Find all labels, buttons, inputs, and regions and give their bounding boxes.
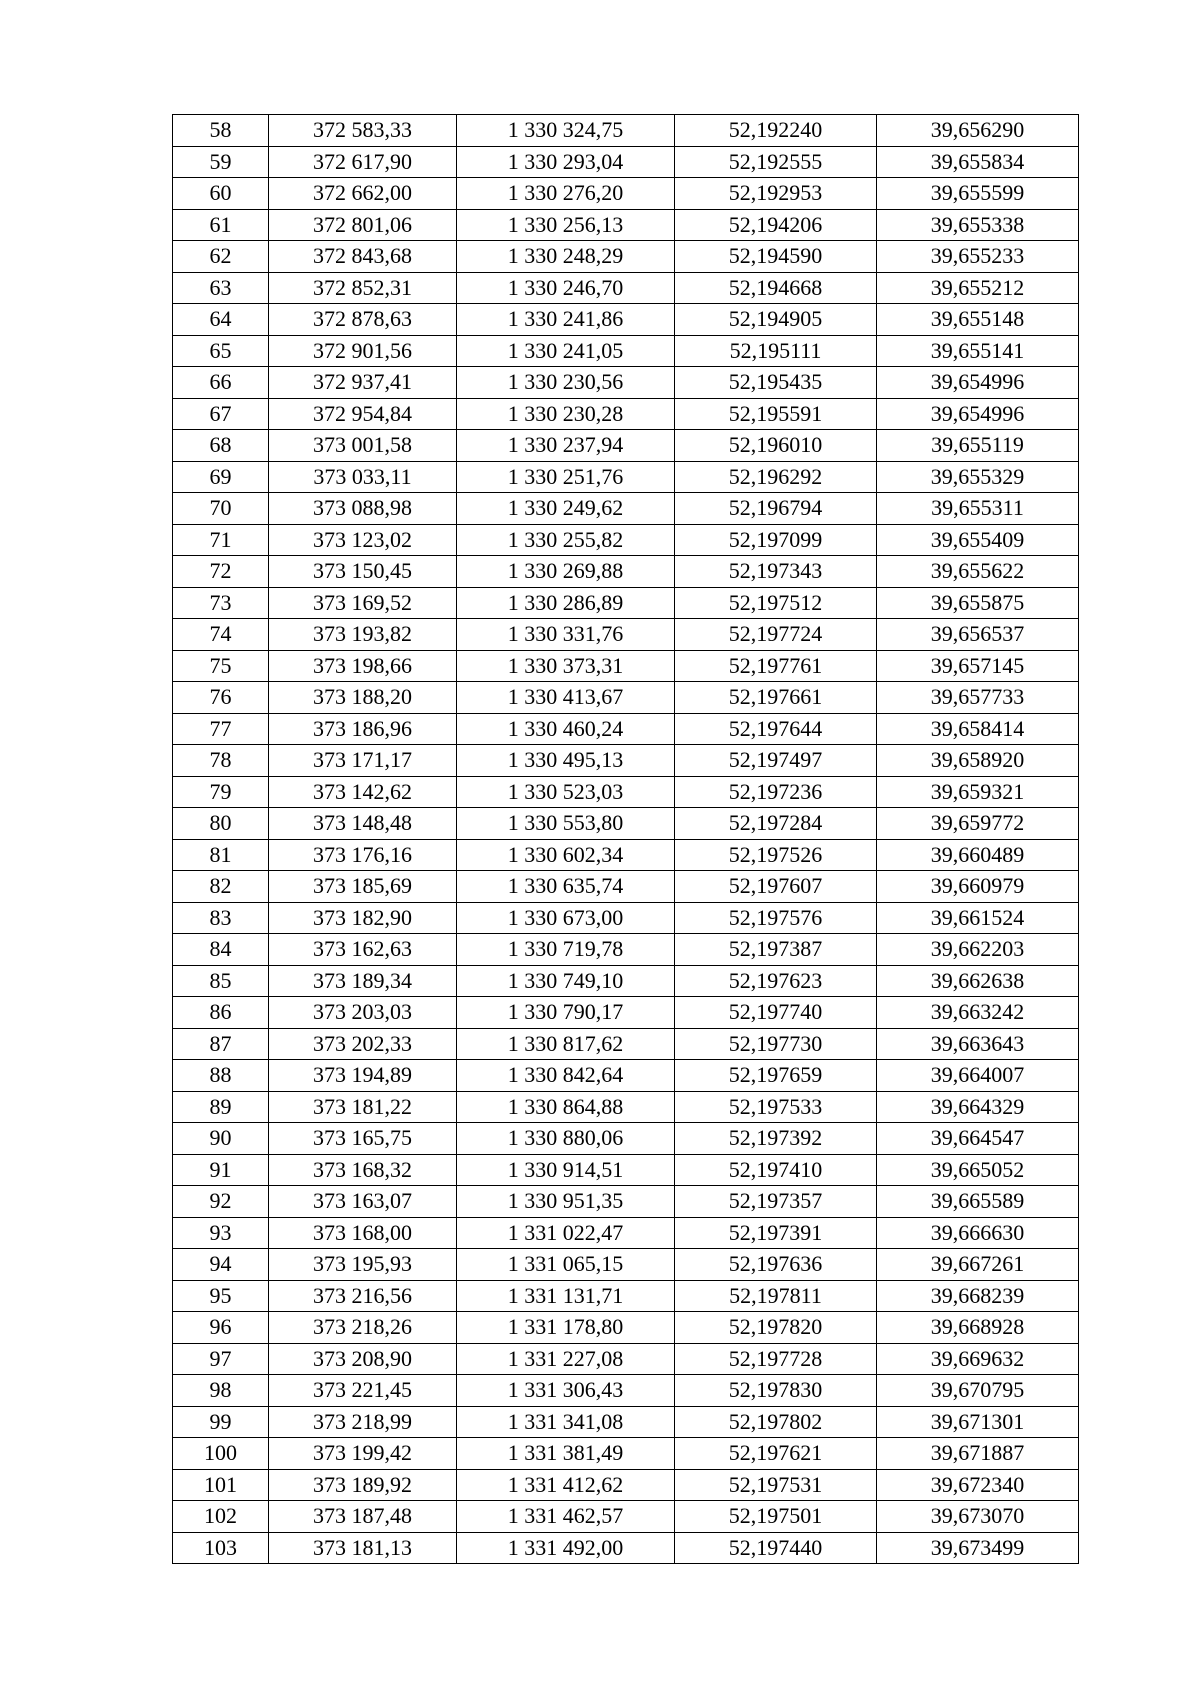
point-number-cell: 71 [173,524,269,556]
point-number-cell: 70 [173,493,269,525]
latitude-cell: 52,192953 [675,178,877,210]
x-coordinate-cell: 373 221,45 [269,1375,457,1407]
point-number-cell: 82 [173,871,269,903]
table-row [173,272,1079,304]
y-coordinate-cell: 1 330 495,13 [457,745,675,777]
longitude-cell: 39,658920 [877,745,1079,777]
table-row [173,682,1079,714]
table-row [173,1501,1079,1533]
y-coordinate-cell: 1 331 065,15 [457,1249,675,1281]
point-number-cell: 89 [173,1091,269,1123]
y-coordinate-cell: 1 330 249,62 [457,493,675,525]
table-row [173,1091,1079,1123]
point-number-cell: 69 [173,461,269,493]
y-coordinate-cell: 1 330 914,51 [457,1154,675,1186]
x-coordinate-cell: 373 181,13 [269,1532,457,1564]
longitude-cell: 39,672340 [877,1469,1079,1501]
point-number-cell: 77 [173,713,269,745]
x-coordinate-cell: 373 088,98 [269,493,457,525]
point-number-cell: 81 [173,839,269,871]
latitude-cell: 52,195591 [675,398,877,430]
x-coordinate-cell: 372 852,31 [269,272,457,304]
point-number-cell: 80 [173,808,269,840]
latitude-cell: 52,197576 [675,902,877,934]
x-coordinate-cell: 372 801,06 [269,209,457,241]
longitude-cell: 39,668239 [877,1280,1079,1312]
longitude-cell: 39,671887 [877,1438,1079,1470]
longitude-cell: 39,669632 [877,1343,1079,1375]
y-coordinate-cell: 1 331 412,62 [457,1469,675,1501]
x-coordinate-cell: 373 198,66 [269,650,457,682]
longitude-cell: 39,654996 [877,367,1079,399]
point-number-cell: 96 [173,1312,269,1344]
table-row [173,1060,1079,1092]
longitude-cell: 39,656290 [877,115,1079,147]
latitude-cell: 52,194590 [675,241,877,273]
table-row [173,209,1079,241]
x-coordinate-cell: 373 123,02 [269,524,457,556]
point-number-cell: 99 [173,1406,269,1438]
longitude-cell: 39,655148 [877,304,1079,336]
table-row [173,997,1079,1029]
point-number-cell: 76 [173,682,269,714]
table-row [173,934,1079,966]
x-coordinate-cell: 373 168,00 [269,1217,457,1249]
point-number-cell: 59 [173,146,269,178]
latitude-cell: 52,194206 [675,209,877,241]
longitude-cell: 39,659772 [877,808,1079,840]
y-coordinate-cell: 1 331 227,08 [457,1343,675,1375]
longitude-cell: 39,655141 [877,335,1079,367]
point-number-cell: 102 [173,1501,269,1533]
longitude-cell: 39,673070 [877,1501,1079,1533]
point-number-cell: 103 [173,1532,269,1564]
latitude-cell: 52,197623 [675,965,877,997]
y-coordinate-cell: 1 330 523,03 [457,776,675,808]
y-coordinate-cell: 1 331 492,00 [457,1532,675,1564]
latitude-cell: 52,194668 [675,272,877,304]
x-coordinate-cell: 373 218,26 [269,1312,457,1344]
point-number-cell: 92 [173,1186,269,1218]
longitude-cell: 39,663242 [877,997,1079,1029]
longitude-cell: 39,655311 [877,493,1079,525]
point-number-cell: 65 [173,335,269,367]
table-row [173,808,1079,840]
y-coordinate-cell: 1 331 178,80 [457,1312,675,1344]
point-number-cell: 73 [173,587,269,619]
x-coordinate-cell: 372 662,00 [269,178,457,210]
x-coordinate-cell: 373 188,20 [269,682,457,714]
x-coordinate-cell: 373 202,33 [269,1028,457,1060]
point-number-cell: 97 [173,1343,269,1375]
x-coordinate-cell: 373 186,96 [269,713,457,745]
table-row [173,430,1079,462]
latitude-cell: 52,194905 [675,304,877,336]
y-coordinate-cell: 1 330 230,28 [457,398,675,430]
point-number-cell: 86 [173,997,269,1029]
x-coordinate-cell: 372 583,33 [269,115,457,147]
y-coordinate-cell: 1 331 462,57 [457,1501,675,1533]
point-number-cell: 85 [173,965,269,997]
table-row [173,1186,1079,1218]
table-row [173,587,1079,619]
latitude-cell: 52,197512 [675,587,877,619]
longitude-cell: 39,655338 [877,209,1079,241]
table-row [173,1217,1079,1249]
x-coordinate-cell: 373 168,32 [269,1154,457,1186]
table-row [173,1249,1079,1281]
point-number-cell: 83 [173,902,269,934]
longitude-cell: 39,668928 [877,1312,1079,1344]
longitude-cell: 39,655409 [877,524,1079,556]
y-coordinate-cell: 1 330 276,20 [457,178,675,210]
table-row [173,461,1079,493]
point-number-cell: 84 [173,934,269,966]
longitude-cell: 39,664007 [877,1060,1079,1092]
point-number-cell: 88 [173,1060,269,1092]
y-coordinate-cell: 1 330 673,00 [457,902,675,934]
point-number-cell: 101 [173,1469,269,1501]
point-number-cell: 58 [173,115,269,147]
coordinates-table-body [173,115,1079,1564]
table-row [173,304,1079,336]
x-coordinate-cell: 373 148,48 [269,808,457,840]
table-row [173,745,1079,777]
table-row [173,1343,1079,1375]
y-coordinate-cell: 1 330 373,31 [457,650,675,682]
longitude-cell: 39,655329 [877,461,1079,493]
longitude-cell: 39,665052 [877,1154,1079,1186]
y-coordinate-cell: 1 330 413,67 [457,682,675,714]
y-coordinate-cell: 1 330 256,13 [457,209,675,241]
point-number-cell: 61 [173,209,269,241]
point-number-cell: 64 [173,304,269,336]
x-coordinate-cell: 373 142,62 [269,776,457,808]
longitude-cell: 39,655599 [877,178,1079,210]
table-row [173,1406,1079,1438]
longitude-cell: 39,655875 [877,587,1079,619]
x-coordinate-cell: 373 199,42 [269,1438,457,1470]
x-coordinate-cell: 373 216,56 [269,1280,457,1312]
x-coordinate-cell: 372 617,90 [269,146,457,178]
y-coordinate-cell: 1 330 324,75 [457,115,675,147]
longitude-cell: 39,662638 [877,965,1079,997]
x-coordinate-cell: 372 878,63 [269,304,457,336]
point-number-cell: 93 [173,1217,269,1249]
y-coordinate-cell: 1 330 602,34 [457,839,675,871]
point-number-cell: 79 [173,776,269,808]
x-coordinate-cell: 373 171,17 [269,745,457,777]
point-number-cell: 78 [173,745,269,777]
table-row [173,1375,1079,1407]
x-coordinate-cell: 373 208,90 [269,1343,457,1375]
point-number-cell: 94 [173,1249,269,1281]
longitude-cell: 39,659321 [877,776,1079,808]
x-coordinate-cell: 373 001,58 [269,430,457,462]
latitude-cell: 52,197392 [675,1123,877,1155]
y-coordinate-cell: 1 331 306,43 [457,1375,675,1407]
longitude-cell: 39,660979 [877,871,1079,903]
table-row [173,1469,1079,1501]
y-coordinate-cell: 1 330 719,78 [457,934,675,966]
table-row [173,713,1079,745]
latitude-cell: 52,197343 [675,556,877,588]
point-number-cell: 67 [173,398,269,430]
y-coordinate-cell: 1 330 460,24 [457,713,675,745]
latitude-cell: 52,197497 [675,745,877,777]
longitude-cell: 39,655233 [877,241,1079,273]
point-number-cell: 74 [173,619,269,651]
latitude-cell: 52,195111 [675,335,877,367]
longitude-cell: 39,665589 [877,1186,1079,1218]
latitude-cell: 52,197440 [675,1532,877,1564]
point-number-cell: 66 [173,367,269,399]
table-row [173,178,1079,210]
x-coordinate-cell: 373 185,69 [269,871,457,903]
longitude-cell: 39,655834 [877,146,1079,178]
table-row [173,115,1079,147]
latitude-cell: 52,197802 [675,1406,877,1438]
latitude-cell: 52,197636 [675,1249,877,1281]
y-coordinate-cell: 1 330 237,94 [457,430,675,462]
table-row [173,1312,1079,1344]
x-coordinate-cell: 373 162,63 [269,934,457,966]
longitude-cell: 39,662203 [877,934,1079,966]
point-number-cell: 91 [173,1154,269,1186]
table-row [173,241,1079,273]
latitude-cell: 52,197099 [675,524,877,556]
y-coordinate-cell: 1 330 817,62 [457,1028,675,1060]
x-coordinate-cell: 373 189,92 [269,1469,457,1501]
point-number-cell: 95 [173,1280,269,1312]
x-coordinate-cell: 373 194,89 [269,1060,457,1092]
latitude-cell: 52,197830 [675,1375,877,1407]
table-row [173,776,1079,808]
y-coordinate-cell: 1 330 842,64 [457,1060,675,1092]
longitude-cell: 39,657733 [877,682,1079,714]
latitude-cell: 52,197761 [675,650,877,682]
latitude-cell: 52,197728 [675,1343,877,1375]
table-row [173,556,1079,588]
x-coordinate-cell: 373 163,07 [269,1186,457,1218]
latitude-cell: 52,197236 [675,776,877,808]
table-row [173,367,1079,399]
x-coordinate-cell: 373 176,16 [269,839,457,871]
table-row [173,619,1079,651]
longitude-cell: 39,655622 [877,556,1079,588]
y-coordinate-cell: 1 330 251,76 [457,461,675,493]
table-row [173,398,1079,430]
latitude-cell: 52,197724 [675,619,877,651]
x-coordinate-cell: 373 187,48 [269,1501,457,1533]
y-coordinate-cell: 1 330 864,88 [457,1091,675,1123]
x-coordinate-cell: 373 033,11 [269,461,457,493]
y-coordinate-cell: 1 330 331,76 [457,619,675,651]
longitude-cell: 39,671301 [877,1406,1079,1438]
table-row [173,1154,1079,1186]
table-row [173,146,1079,178]
latitude-cell: 52,197661 [675,682,877,714]
longitude-cell: 39,655212 [877,272,1079,304]
table-row [173,1123,1079,1155]
longitude-cell: 39,670795 [877,1375,1079,1407]
point-number-cell: 75 [173,650,269,682]
latitude-cell: 52,197607 [675,871,877,903]
y-coordinate-cell: 1 330 880,06 [457,1123,675,1155]
longitude-cell: 39,655119 [877,430,1079,462]
table-row [173,965,1079,997]
latitude-cell: 52,197284 [675,808,877,840]
latitude-cell: 52,197501 [675,1501,877,1533]
point-number-cell: 87 [173,1028,269,1060]
y-coordinate-cell: 1 330 246,70 [457,272,675,304]
latitude-cell: 52,196292 [675,461,877,493]
latitude-cell: 52,197820 [675,1312,877,1344]
latitude-cell: 52,192240 [675,115,877,147]
y-coordinate-cell: 1 331 131,71 [457,1280,675,1312]
table-row [173,335,1079,367]
x-coordinate-cell: 372 954,84 [269,398,457,430]
y-coordinate-cell: 1 330 553,80 [457,808,675,840]
table-row [173,1438,1079,1470]
point-number-cell: 90 [173,1123,269,1155]
latitude-cell: 52,197621 [675,1438,877,1470]
y-coordinate-cell: 1 330 635,74 [457,871,675,903]
longitude-cell: 39,663643 [877,1028,1079,1060]
latitude-cell: 52,197531 [675,1469,877,1501]
x-coordinate-cell: 373 218,99 [269,1406,457,1438]
latitude-cell: 52,196794 [675,493,877,525]
y-coordinate-cell: 1 330 269,88 [457,556,675,588]
latitude-cell: 52,197644 [675,713,877,745]
longitude-cell: 39,658414 [877,713,1079,745]
longitude-cell: 39,673499 [877,1532,1079,1564]
y-coordinate-cell: 1 330 248,29 [457,241,675,273]
longitude-cell: 39,666630 [877,1217,1079,1249]
point-number-cell: 60 [173,178,269,210]
longitude-cell: 39,664547 [877,1123,1079,1155]
y-coordinate-cell: 1 330 255,82 [457,524,675,556]
y-coordinate-cell: 1 330 293,04 [457,146,675,178]
x-coordinate-cell: 373 203,03 [269,997,457,1029]
point-number-cell: 72 [173,556,269,588]
y-coordinate-cell: 1 330 749,10 [457,965,675,997]
table-row [173,650,1079,682]
latitude-cell: 52,197740 [675,997,877,1029]
x-coordinate-cell: 373 150,45 [269,556,457,588]
table-row [173,493,1079,525]
y-coordinate-cell: 1 330 286,89 [457,587,675,619]
latitude-cell: 52,196010 [675,430,877,462]
y-coordinate-cell: 1 330 230,56 [457,367,675,399]
latitude-cell: 52,197659 [675,1060,877,1092]
longitude-cell: 39,654996 [877,398,1079,430]
longitude-cell: 39,660489 [877,839,1079,871]
y-coordinate-cell: 1 330 951,35 [457,1186,675,1218]
latitude-cell: 52,195435 [675,367,877,399]
x-coordinate-cell: 373 165,75 [269,1123,457,1155]
x-coordinate-cell: 372 937,41 [269,367,457,399]
table-row [173,839,1079,871]
table-row [173,1280,1079,1312]
x-coordinate-cell: 373 193,82 [269,619,457,651]
table-row [173,1532,1079,1564]
x-coordinate-cell: 373 182,90 [269,902,457,934]
latitude-cell: 52,192555 [675,146,877,178]
latitude-cell: 52,197387 [675,934,877,966]
y-coordinate-cell: 1 331 341,08 [457,1406,675,1438]
y-coordinate-cell: 1 331 381,49 [457,1438,675,1470]
table-row [173,871,1079,903]
table-row [173,1028,1079,1060]
latitude-cell: 52,197391 [675,1217,877,1249]
y-coordinate-cell: 1 330 241,05 [457,335,675,367]
longitude-cell: 39,664329 [877,1091,1079,1123]
x-coordinate-cell: 372 901,56 [269,335,457,367]
longitude-cell: 39,661524 [877,902,1079,934]
x-coordinate-cell: 373 169,52 [269,587,457,619]
x-coordinate-cell: 373 189,34 [269,965,457,997]
table-row [173,902,1079,934]
latitude-cell: 52,197526 [675,839,877,871]
y-coordinate-cell: 1 330 790,17 [457,997,675,1029]
point-number-cell: 62 [173,241,269,273]
y-coordinate-cell: 1 331 022,47 [457,1217,675,1249]
point-number-cell: 68 [173,430,269,462]
latitude-cell: 52,197730 [675,1028,877,1060]
x-coordinate-cell: 373 195,93 [269,1249,457,1281]
point-number-cell: 63 [173,272,269,304]
longitude-cell: 39,667261 [877,1249,1079,1281]
point-number-cell: 100 [173,1438,269,1470]
latitude-cell: 52,197357 [675,1186,877,1218]
coordinates-table [172,114,1079,1564]
x-coordinate-cell: 372 843,68 [269,241,457,273]
longitude-cell: 39,657145 [877,650,1079,682]
longitude-cell: 39,656537 [877,619,1079,651]
point-number-cell: 98 [173,1375,269,1407]
latitude-cell: 52,197410 [675,1154,877,1186]
latitude-cell: 52,197811 [675,1280,877,1312]
table-row [173,524,1079,556]
y-coordinate-cell: 1 330 241,86 [457,304,675,336]
latitude-cell: 52,197533 [675,1091,877,1123]
x-coordinate-cell: 373 181,22 [269,1091,457,1123]
